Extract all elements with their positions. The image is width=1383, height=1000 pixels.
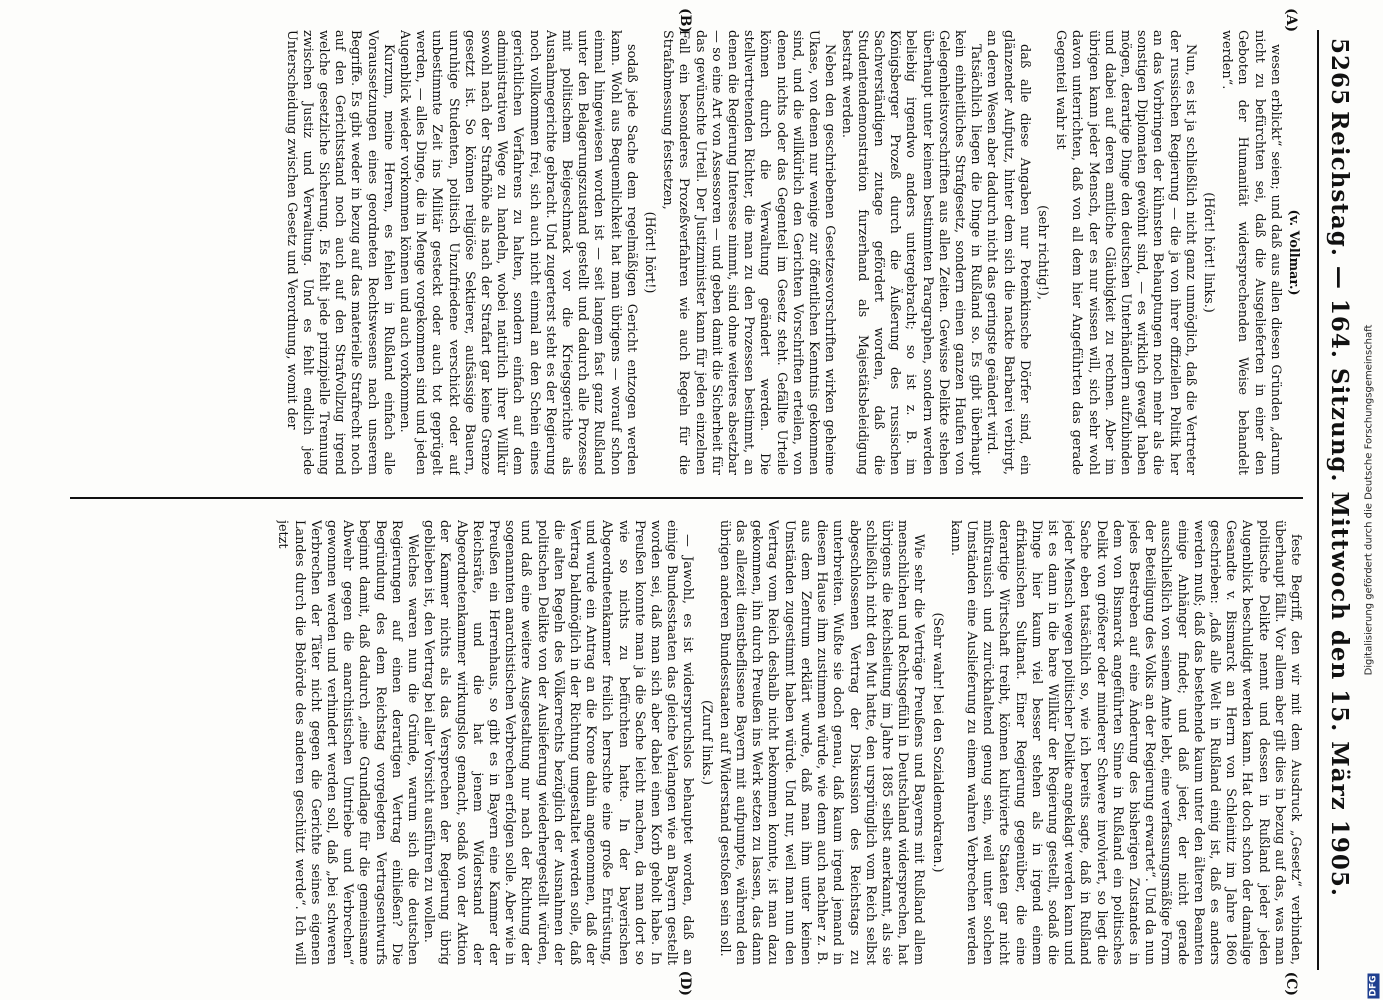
interjection: (sehr richtig!), — [1034, 205, 1050, 300]
page-title: Reichstag. — 164. Sitzung. Mittwoch den 15. März 1905. — [1326, 111, 1353, 897]
paragraph: — Jawohl, es ist widerspruchslos behauptet worden, daß an einige Bundesstaaten das gleiche Verlangen wie an Bayern gestellt worden sei, daß man sich aber dabei einen Korb geholt habe. In Preußen konnte man ja die Sache leicht machen, da man dort so wie so nichts zu befürchten hatte. In der bayerischen Abgeordnetenkammer freilich herrschte eine große Entrüstung, und wurde ein Antrag an die Krone dahin angenommen, daß der Vertrag baldmöglich in der Richtung umgestaltet werden solle, daß die alten Regeln des Völkerrechts bezüglich der Ausnahmen der politischen Delikte von der Auslieferung wiederhergestellt würden, und daß eine weitere Ausgestaltung nur nach der Richtung der sogenannten anarchistischen Verbrechen erfolgen solle. Aber wie in Preußen ein Herrenhaus, so gibt es in Bayern eine Kammer der Reichsräte, und die hat jenem Widerstand der Abgeordnetenkammer wirkungslos gemacht, sodaß von der Aktion der Kammer nichts als das Versprechen der Regierung übrig geblieben ist, den Vertrag bei aller Vorsicht ausführen zu wollen. — [421, 520, 696, 965]
digitization-credit: Digitalisierung gefördert durch die Deutsche Forschungsgemeinschaft — [1363, 324, 1375, 676]
paragraph: Welches waren nun die Gründe, warum sich die deutschen Regierungen auf einen derartigen Vertrag einließen? Die Begründung des dem Reichstag vorgelegten Vertragsentwurfs beginnt damit, daß dadurch „eine Grundlage für die gemeinsame Abwehr gegen die anarchistischen Umtriebe und Verbrechen“ gewonnen werden und verhindert werden soll, daß „bei schweren Verbrechen der Täter nicht gegen die Gerichte seines eigenen Landes durch die Behörde des anderen geschützt werde“. Ich will jetzt — [275, 520, 421, 965]
paragraph: Kurzum, meine Herren, es fehlen in Rußland einfach alle Voraussetzungen eines geordneten Rechtswesens nach unserem Begriffe. Es gibt weder in bezug auf das materielle Strafrecht noch auf den Gerichtsstand noch auch auf den Strafvollzug irgend welche gesetzliche Sicherung. Es fehlt jede prinzipielle Trennung zwischen Justiz und Verwaltung. Und es fehlt endlich jede Unterscheidung zwischen Gesetz und Verordnung, womit der — [283, 30, 396, 475]
margin-marker-d: (D) — [677, 970, 693, 996]
interjection: (Hört! hört! links.) — [1200, 192, 1216, 313]
speaker-label: (v. Vollmar.) — [1286, 209, 1301, 296]
interjection: (Zuruf links.) — [698, 699, 714, 786]
paragraph: sodaß jede Sache dem regelmäßigen Gericht entzogen werden kann. Wohl aus Bequemlichkeit hat man übrigens — worauf schon einmal hingewiesen worden ist — seit langem fast ganz Rußland unter den Belagerungszustand gestellt und dadurch alle Prozesse mit politischem Beigeschmack vor die Kriegsgerichte als Ausnahmegerichte gebracht. Und zugerterst steht es der Regierung noch vollkommen frei, sich auch nicht einmal an den Schein eines gerichtlichen Verfahrens zu halten, sondern einfach auf dem administrativen Wege zu handeln, wobei natürlich ihrer Willkür sowohl nach der Strafhöhe als nach der Strafart gar keine Grenze gesetzt ist. So können religiöse Sektierer, aufsässige Bauern, unruhige Studenten, politisch Unzufriedene verschickt oder auf unbestimmte Zeit ins Militär gesteckt oder auch tot geprügelt werden, — alles Dinge, die in Menge vorgekommen sind und jeden Augenblick wieder vorkommen können und auch vorkommen. — [397, 30, 639, 475]
paragraph: feste Begriff, den wir mit dem Ausdruck „Gesetz“ verbinden, überhaupt fällt. Vor allem aber gilt dies in bezug auf das, was man politische Delikte nennt und dessen in Rußland jeder jeden Augenblick beschuldigt werden kann. Hat doch schon der damalige Gesandte v. Bismarck an Herrn von Schleinitz im Jahre 1860 geschrieben: „daß alle Welt in Rußland einig ist, daß es anders werden muß; daß das bestehende kaum unter den älteren Beamten einige Anhänger findet; und daß jeder, der nicht gerade ausschließlich von seinem Amte lebt, eine verfassungsmäßige Form der Beteiligung des Volks an der Regierung erwartet“. Und da nun jedes Bestreben auf eine Änderung des bisherigen Zustandes in dem von Bismarck angeführten Sinne in Rußland ein politisches Delikt von größerer oder minderer Schwere involviert, so liegt die Sache eben tatsächlich so, wie ich bereits sagte, daß in Rußland jeder Mensch wegen politischer Delikte angeklagt werden kann und ist es dann in die bare Willkür der Regierung gestellt, sodaß die Dinge hier kaum viel besser stehen als in irgend einem afrikanischen Sultanat. Einer Regierung gegenüber, die eine derartige Wirtschaft treibt, können kultivierte Staaten gar nicht mißtrauisch und zurückhaltend genug sein, weil unter solchen Umständen eine Auslieferung zu einem wahren Verbrechen werden kann. — [947, 520, 1303, 965]
page-number: 5265 — [1326, 38, 1353, 107]
right-column — [70, 520, 1303, 965]
paragraph: Neben den geschriebenen Gesetzesvorschriften wirken geheime Ukase, von denen nur wenige zur öffentlichen Kenntnis gekommen sind, und die willkürlich den Gerichten Vorschriften erteilen, von denen nichts oder das Gegenteil im Gesetz steht. Gefällte Urteile können durch die Verwaltung geändert werden. Die stellvertretenden Richter, die man zu den Prozessen bestimmt, an denen die Regierung Interesse nimmt, sind ohne weiteres absetzbar — so eine Art von Assessoren — und geben damit die Sicherheit für das gewünschte Urteil. Der Justizminister kann für jeden einzelnen Fall ein besonderes Prozeßverfahren wie auch Regeln für die Strafabmessung festsetzen, — [660, 30, 838, 475]
interjection: (Sehr wahr! bei den Sozialdemokraten.) — [929, 612, 945, 873]
margin-marker-b: (B) — [677, 8, 693, 34]
column-divider — [70, 497, 1303, 499]
header-rule — [1317, 30, 1319, 970]
left-column — [70, 30, 1303, 475]
paragraph: daß alle diese Angaben nur Potemkinsche Dörfer sind, ein glänzender Aufputz, hinter dem sich die nackte Barbarei verbirgt, an deren Wesen aber dadurch nicht das geringste geändert wird. — [984, 30, 1032, 475]
paragraph: wesen erblickt“ seien; und daß aus allen diesen Gründen „darum nicht zu befürchten sei, daß die Ausgelieferten in einer den Geboten der Humanität widersprechenden Weise behandelt werden“. — [1219, 30, 1283, 475]
interjection: (Hört! hört!) — [642, 211, 658, 294]
margin-marker-c: (C) — [1283, 971, 1299, 996]
margin-marker-a: (A) — [1283, 8, 1299, 33]
dfg-logo: DFG — [1368, 975, 1379, 997]
paragraph: Tatsächlich liegen die Dinge in Rußland so. Es gibt überhaupt kein einheitliches Strafgesetz, sondern einen ganzen Haufen von Gelegenheitsvorschriften aus allen Zeiten. Gewisse Delikte stehen überhaupt unter keinem bestimmten Paragraphen, sondern werden beliebig irgendwo anders untergebracht; so ist z. B. im Königsberger Prozeß durch die Äußerung des russischen Sachverständigen zutage gefördert worden, daß die Studentendemonstration furzerhand als Majestätsbeleidigung bestraft werden. — [838, 30, 984, 475]
credit-strip — [1355, 0, 1383, 1000]
paragraph: Nun, es ist ja schließlich nicht ganz unmöglich, daß die Vertreter der russischen Regierung — die ja von ihrer offiziellen Politik her an das Vorbringen der kühnsten Behauptungen noch mehr als die sonstigen Diplomaten gewöhnt sind, — es wirklich gewagt haben mögen, derartige Dinge den deutschen Unterhändlern aufzubinden und dabei auf deren amtliche Gläubigkeit zu rechnen. Aber im übrigen kann jeder Mensch, der es nur wissen will, sich sehr wohl davon unterrichten, daß von all dem hier Angeführten das gerade Gegenteil wahr ist — [1053, 30, 1198, 475]
paragraph: Wie sehr die Verträge Preußens und Bayerns mit Rußland allem menschlichen und Rechtsgefühl in Deutschland widersprechen, hat übrigens die Reichsleitung im Jahre 1885 selbst anerkannt, als sie schließlich nicht den Mut hatte, den ursprünglich vom Reich selbst abgeschlossenen Vertrag der Diskussion des Reichstags zu unterbreiten. Wußte sie doch genau, daß kaum irgend jemand in diesem Hause ihm zustimmen würde, wie denn auch nachher z. B. aus dem Zentrum erklärt wurde, daß man ihm unter keinen Umständen zugestimmt haben würde. Und nur, weil man nun den Vertrag vom Reich deshalb nicht bekommen konnte, ist man dazu gekommen, ihn durch Preußen ins Werk setzen zu lassen, das dann das allezeit dienstbeflissene Bayern mit aufpumpte, während den übrigen anderen Bundesstaaten auf Widerstand gestoßen sein soll. — [716, 520, 927, 965]
